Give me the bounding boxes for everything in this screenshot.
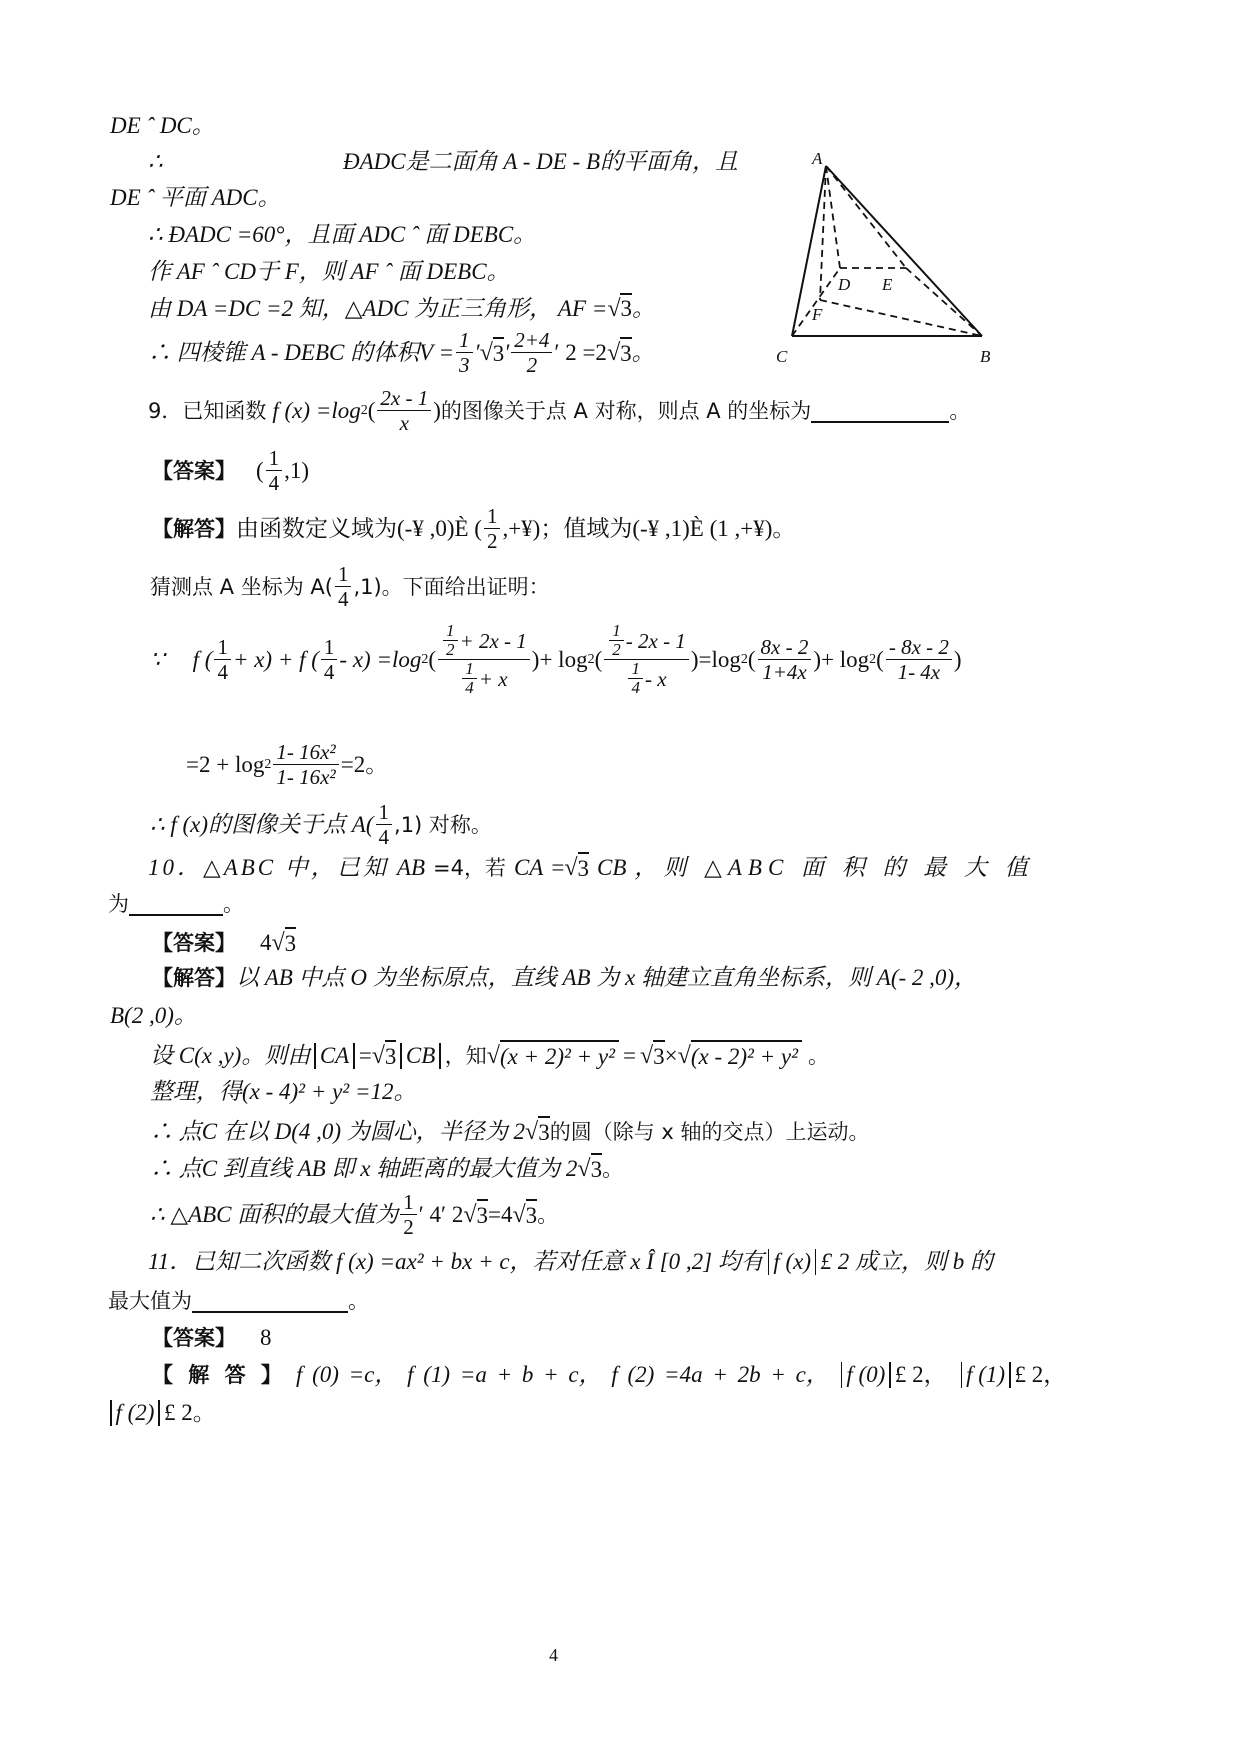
answer-blank — [192, 1289, 348, 1313]
q10-solution-line-6: ∴ 点C 到直线 AB 即 x 轴距离的最大值为 2 √ 3 。 — [150, 1153, 623, 1184]
abs-bar — [841, 1362, 843, 1388]
q11-stem: 11．已知二次函数 f (x) =ax² + bx + c，若对任意 x Î [0 ,2] 均有 f (x) £ 2 成立，则 b 的 — [148, 1249, 993, 1274]
fraction: $\frac{1}{2}$ — [400, 1190, 417, 1239]
q10-solution-line-2: B(2 ,0)。 — [110, 1003, 197, 1028]
answer-label: 【答案】 — [152, 1326, 236, 1350]
q10-solution-line-5: ∴ 点C 在以 D(4 ,0) 为圆心，半径为 2 √ 3 的圆（除与 x 轴的交点）上运动。 — [150, 1116, 869, 1147]
q8-line-7: ∴ 四棱锥 A - DEBC 的体积V = $\frac{1}{3}$ ′ √ 3 ′ $\frac{2+4}{2}$ ′ 2 =2 √ 3 。 — [148, 328, 655, 377]
q8-line-1: DE ˆ DC。 — [110, 113, 215, 138]
q8-l6-period: 。 — [631, 296, 655, 321]
q9-conclusion: ∴ f (x)的图像关于点 A( $\frac{1}{4}$ ,1) 对称。 — [150, 800, 492, 849]
label-C: C — [776, 347, 788, 366]
q9-proof-equation: ∵ f ( $\frac{1}{4}$ + x) + f ( $\frac{1}{4}$ - x) =log 2 ( $\frac{1}{2}$ + 2x - 1 $\frac{1}{4}$ + x ) + log 2 ( $\frac{1}{2}$ - 2x - 1 $\frac{1}{4}$ - x ) =log 2 ( $\frac{8x - 2}{1+4x}$ ) + log 2 ( $\frac{- 8x - 2}{1- 4x}$ ) — [150, 621, 962, 697]
q8-therefore-1: ∴ — [148, 149, 163, 174]
sqrt-icon: √ — [371, 1042, 385, 1069]
abs-bar — [439, 1043, 441, 1069]
compound-fraction: $\frac{1}{2}$ + 2x - 1 $\frac{1}{4}$ + x — [438, 622, 530, 697]
fraction: $\frac{\text{1- 16x²}}{\text{1- 16x²}}$ — [273, 740, 338, 789]
fraction: $\frac{1}{4}$ — [335, 562, 352, 611]
q8-line-5: 作 AF ˆ CD于 F，则 AF ˆ 面 DEBC。 — [148, 259, 510, 284]
q8-line-4: ∴ ÐADC =60°，且面 ADC ˆ 面 DEBC。 — [148, 222, 537, 247]
q9-solution-line-2: 猜测点 A 坐标为 A( $\frac{1}{4}$ ,1)。下面给出证明： — [150, 562, 550, 611]
abs-bar — [1009, 1362, 1011, 1388]
q10-solution-line-7: ∴ △ABC 面积的最大值为 $\frac{1}{2}$ ′ 4′ 2 √ 3 =4 √ 3 。 — [150, 1190, 559, 1239]
abs-bar — [400, 1043, 402, 1069]
q9-stem: 9．已知函数 f (x) =log 2 ( $\frac{2x - 1}{x}$ ) 的图像关于点 A 对称，则点 A 的坐标为 。 — [148, 386, 971, 435]
q9-proof-line-2: =2 + log 2 $\frac{\text{1- 16x²}}{\text{1- 16x²}}$ =2。 — [186, 740, 389, 789]
q8-l7-text: ∴ 四棱锥 A - DEBC 的体积V = — [148, 339, 454, 365]
solution-label: 【 解 答 】 — [152, 1363, 286, 1387]
answer-label: 【答案】 — [152, 930, 236, 955]
q10-answer: 【答案】 4 √ 3 — [152, 927, 296, 958]
pyramid-figure — [770, 150, 1100, 380]
edge-AD — [826, 166, 840, 268]
edge-FB — [820, 300, 982, 336]
label-B: B — [980, 347, 991, 366]
sqrt-icon: √ — [606, 339, 621, 366]
sqrt-icon: √ — [512, 1201, 526, 1228]
answer-label: 【答案】 — [152, 458, 236, 483]
sqrt-icon: √ — [463, 1201, 477, 1228]
q8-line-6 — [148, 295, 655, 323]
fraction: $\frac{1}{4}$ — [266, 446, 283, 495]
sqrt-icon: √ — [607, 296, 621, 322]
label-D: D — [838, 275, 851, 294]
compound-fraction: $\frac{1}{2}$ - 2x - 1 $\frac{1}{4}$ - x — [604, 622, 689, 697]
label-F: F — [812, 305, 823, 324]
sqrt-icon: √ — [271, 929, 285, 956]
sqrt-icon: √ — [479, 339, 493, 366]
fraction: $\frac{1}{2}$ — [484, 504, 501, 553]
q11-solution-line-1: 【 解 答 】 f (0) =c， f (1) =a + b + c， f (2) =4a + 2b + c， f (0) £ 2， f (1) £ 2， — [152, 1362, 1067, 1387]
fraction: $\frac{1}{4}$ — [214, 635, 231, 684]
fraction: $\frac{1}{4}$ — [321, 635, 338, 684]
fraction: $\frac{1}{3}$ — [456, 328, 473, 377]
solution-label: 【解答】 — [152, 966, 236, 990]
abs-bar — [314, 1043, 316, 1069]
abs-bar — [889, 1362, 891, 1388]
q8-l6-radicand: 3 — [620, 293, 632, 321]
edge-EB — [906, 268, 982, 336]
abs-bar — [768, 1249, 770, 1275]
page-number: 4 — [549, 1645, 558, 1665]
q10-stem-line-2: 为 。 — [108, 892, 244, 916]
q11-solution-line-2: f (2) £ 2。 — [106, 1399, 216, 1427]
q9-solution-line-1: 【解答】 由函数定义域为(-¥ ,0)È ( $\frac{1}{2}$ ,+¥)；值域为(-¥ ,1)È (1 ,+¥)。 — [152, 504, 796, 553]
label-A: A — [812, 150, 823, 168]
edge-AF — [820, 166, 826, 300]
fraction: $\frac{2+4}{2}$ — [511, 328, 552, 377]
q11-answer: 【答案】 8 — [152, 1325, 272, 1350]
sqrt-icon: √ — [640, 1042, 654, 1069]
sqrt-icon: √ — [577, 1155, 591, 1182]
abs-bar — [110, 1400, 112, 1426]
fraction: $\frac{2x - 1}{x}$ — [377, 386, 431, 435]
q10-solution-line-4: 整理，得(x - 4)² + y² =12。 — [150, 1079, 417, 1104]
sqrt-icon: √ — [486, 1042, 500, 1069]
abs-bar — [815, 1249, 817, 1275]
sqrt-icon: √ — [677, 1042, 691, 1069]
q8-line-3: DE ˆ 平面 ADC。 — [110, 185, 281, 210]
edge-AB — [826, 166, 982, 336]
q8-l6-text: 由 DA =DC =2 知，△ADC 为正三角形， AF = — [148, 296, 608, 321]
abs-bar — [961, 1362, 963, 1388]
solution-label: 【解答】 — [152, 516, 236, 541]
fraction: $\frac{1}{4}$ — [376, 800, 393, 849]
sqrt-icon: √ — [564, 854, 578, 881]
q11-stem-line-2: 最大值为 。 — [108, 1289, 369, 1313]
answer-blank — [129, 892, 223, 916]
fraction: $\frac{8x - 2}{1+4x}$ — [758, 635, 812, 684]
q10-stem: 10．△ABC 中，已知 AB =4，若 CA = √ 3 CB ，则 △ABC 面 积 的 最 大 值 — [148, 852, 1008, 883]
q8-line-2: ÐADC是二面角 A - DE - B的平面角，且 — [343, 149, 739, 174]
answer-blank — [811, 399, 949, 423]
q10-solution-line-1: 【解答】 以 AB 中点 O 为坐标原点，直线 AB 为 x 轴建立直角坐标系，则 A(- 2 ,0)， — [152, 965, 978, 990]
q9-answer: 【答案】 ( $\frac{1}{4}$ ,1) — [152, 446, 310, 495]
abs-bar — [353, 1043, 355, 1069]
abs-bar — [158, 1400, 160, 1426]
q10-solution-line-3: 设 C(x ,y)。则由 CA = √ 3 CB ，知 √ (x + 2)² + y² = √ 3 × √ (x - 2)² + y² 。 — [150, 1040, 829, 1071]
label-E: E — [882, 275, 893, 294]
sqrt-icon: √ — [525, 1118, 539, 1145]
fraction: $\frac{- 8x - 2}{1- 4x}$ — [886, 635, 952, 684]
